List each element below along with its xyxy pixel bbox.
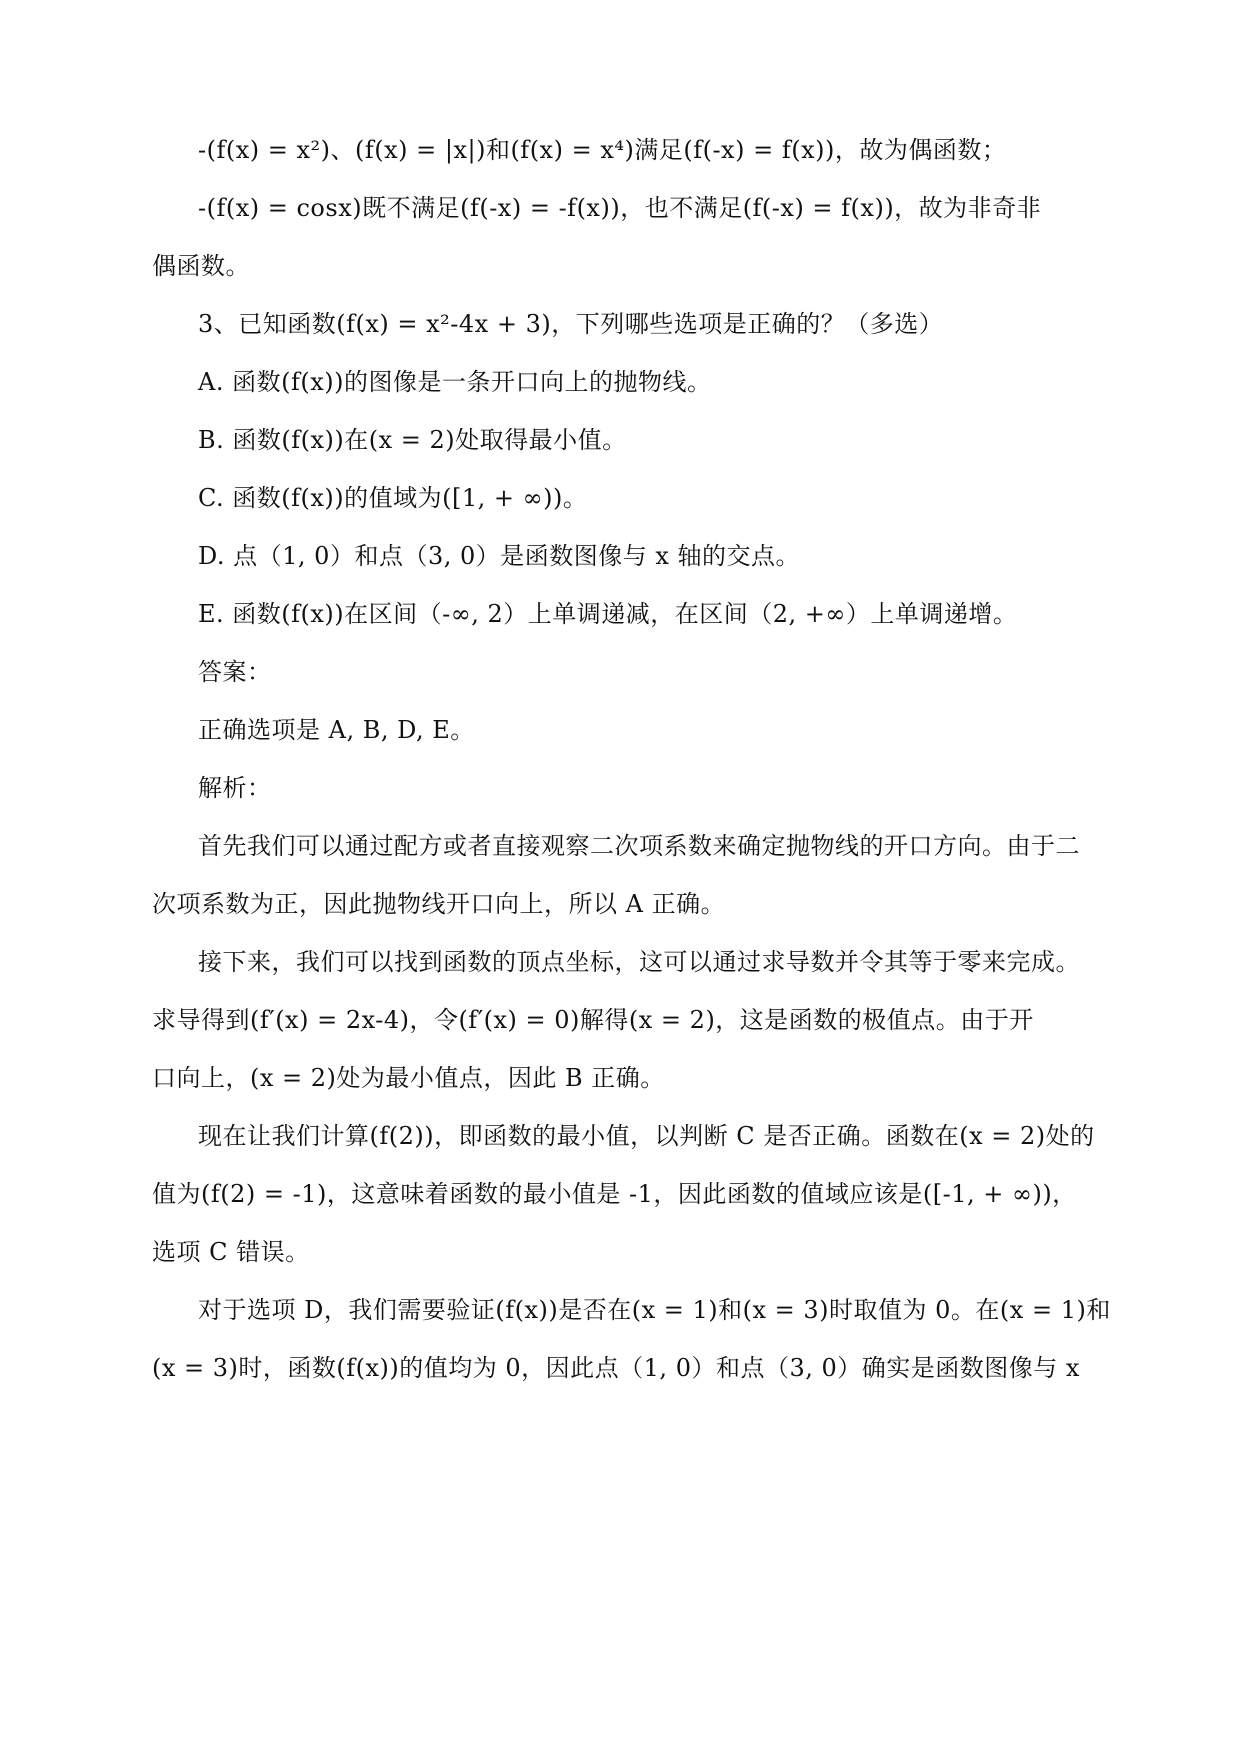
- text-line: 口向上，(x = 2)处为最小值点，因此 B 正确。: [152, 1064, 665, 1092]
- text-line: -(f(x) = x²)、(f(x) = |x|)和(f(x) = x⁴)满足(f(-x) = f(x))，故为偶函数；: [198, 136, 1007, 164]
- question-title: 3、已知函数(f(x) = x²-4x + 3)，下列哪些选项是正确的？（多选）: [198, 310, 944, 338]
- text-line: 偶函数。: [152, 252, 250, 280]
- text-line: 求导得到(f′(x) = 2x-4)，令(f′(x) = 0)解得(x = 2)，这是函数的极值点。由于开: [152, 1006, 1034, 1034]
- option-e: E. 函数(f(x))在区间（-∞, 2）上单调递减，在区间（2, +∞）上单调递增。: [198, 600, 1018, 628]
- answer-text: 正确选项是 A, B, D, E。: [198, 716, 475, 744]
- option-d: D. 点（1, 0）和点（3, 0）是函数图像与 x 轴的交点。: [198, 542, 801, 570]
- answer-heading: 答案：: [198, 658, 272, 686]
- text-line: 现在让我们计算(f(2))，即函数的最小值，以判断 C 是否正确。函数在(x = 2)处的: [198, 1122, 1095, 1150]
- text-line: 对于选项 D，我们需要验证(f(x))是否在(x = 1)和(x = 3)时取值为 0。在(x = 1)和: [198, 1296, 1111, 1324]
- option-c: C. 函数(f(x))的值域为([1, + ∞))。: [198, 484, 588, 512]
- option-a: A. 函数(f(x))的图像是一条开口向上的抛物线。: [198, 368, 712, 396]
- text-line: 接下来，我们可以找到函数的顶点坐标，这可以通过求导数并令其等于零来完成。: [198, 948, 1080, 976]
- analysis-heading: 解析：: [198, 774, 272, 802]
- text-line: 选项 C 错误。: [152, 1238, 310, 1266]
- option-b: B. 函数(f(x))在(x = 2)处取得最小值。: [198, 426, 627, 454]
- text-line: -(f(x) = cosx)既不满足(f(-x) = -f(x))，也不满足(f(-x) = f(x))，故为非奇非: [198, 194, 1042, 222]
- text-line: 值为(f(2) = -1)，这意味着函数的最小值是 -1，因此函数的值域应该是([-1, + ∞))，: [152, 1180, 1077, 1208]
- text-line: (x = 3)时，函数(f(x))的值均为 0，因此点（1, 0）和点（3, 0）确实是函数图像与 x: [152, 1354, 1080, 1382]
- text-line: 首先我们可以通过配方或者直接观察二次项系数来确定抛物线的开口方向。由于二: [198, 832, 1080, 860]
- text-line: 次项系数为正，因此抛物线开口向上，所以 A 正确。: [152, 890, 726, 918]
